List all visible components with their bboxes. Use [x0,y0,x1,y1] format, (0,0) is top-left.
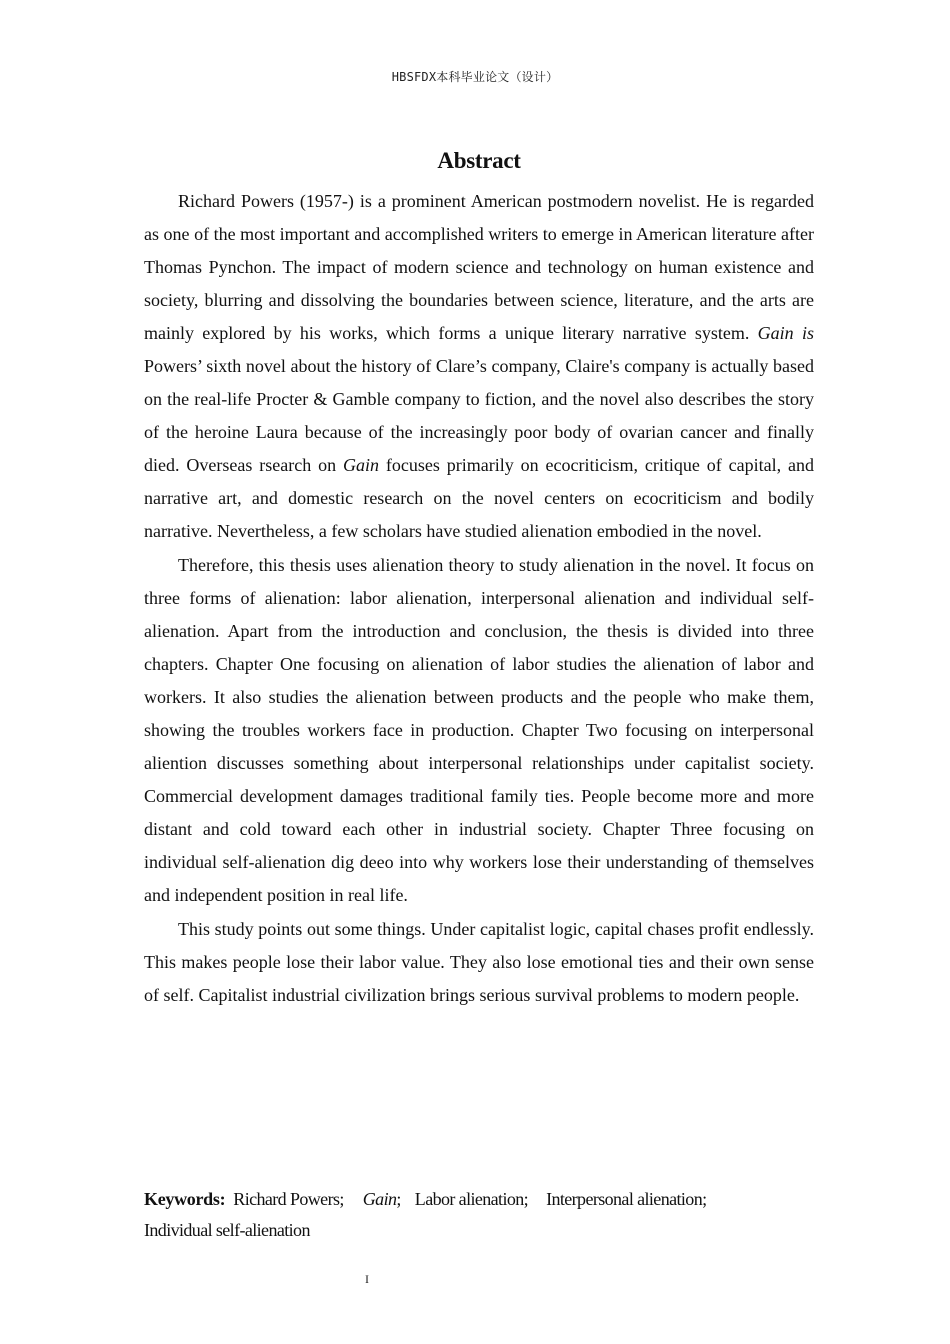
abstract-title: Abstract [437,148,521,173]
paragraph-1-text-b [794,323,802,343]
italic-is: is [801,323,814,343]
keywords-label: Keywords: [144,1189,226,1209]
keyword-item: Interpersonal alienation; [546,1189,707,1209]
page-number: I [365,1272,369,1286]
novel-title-gain: Gain [343,455,379,475]
abstract-body [144,185,814,1012]
keywords [144,1184,784,1246]
paragraph-1-text-d: focuses primarily on ecocriticism, critique of capital, and narrative art, and domestic research on the novel centers on ecocriticism and bodily narrative. Nevertheless, a few scholars have studied alienation embodied in the novel. [144,455,815,541]
paragraph-1-text-c: Powers’ sixth novel about the history of Clare’s company, Claire's company is actually based on the real-life Procter & Gamble company to fiction, and the novel also describes the story of the heroine Laura because of the increasingly poor body of ovarian cancer and finally died. Overseas rsearch on [144,356,814,475]
keyword-separator: ; [396,1189,401,1209]
keyword-item: Individual self-alienation [144,1220,310,1240]
paragraph-1-text-a: Richard Powers (1957-) is a prominent American postmodern novelist. He is regarded as one of the most important and accomplished writers to emerge in American literature after Thomas Pynchon. The impact of modern science and technology on human existence and society, blurring and dissolving the boundaries between science, literature, and the arts are mainly explored by his works, which forms a unique literary narrative system. [144,191,814,343]
novel-title-gain: Gain [757,323,794,343]
keyword-item: Labor alienation; [414,1189,529,1209]
paragraph-3: This study points out some things. Under capitalist logic, capital chases profit endlessly. This makes people lose their labor value. They also lose emotional ties and their own sense of self. Capitalist industrial civilization brings serious survival problems to modern people. [144,919,814,1005]
keyword-item-gain: Gain [362,1189,397,1209]
paragraph-2: Therefore, this thesis uses alienation theory to study alienation in the novel. It focus on three forms of alienation: labor alienation, interpersonal alienation and individual self-alienation. Apart from the introduction and conclusion, the thesis is divided into three chapters. Chapter One focusing on alienation of labor studies the alienation of labor and workers. It also studies the alienation between products and the people who make them, showing the troubles workers face in production. Chapter Two focusing on interpersonal aliention discusses something about interpersonal relationships under capitalist society. Commercial development damages traditional family ties. People become more and more distant and cold toward each other in industrial society. Chapter Three focusing on individual self-alienation dig deeo into why workers lose their understanding of themselves and independent position in real life. [144,555,814,905]
page-header: HBSFDX本科毕业论文（设计） [391,70,559,84]
paragraph-1 [144,185,814,548]
keyword-item: Richard Powers; [233,1189,344,1209]
